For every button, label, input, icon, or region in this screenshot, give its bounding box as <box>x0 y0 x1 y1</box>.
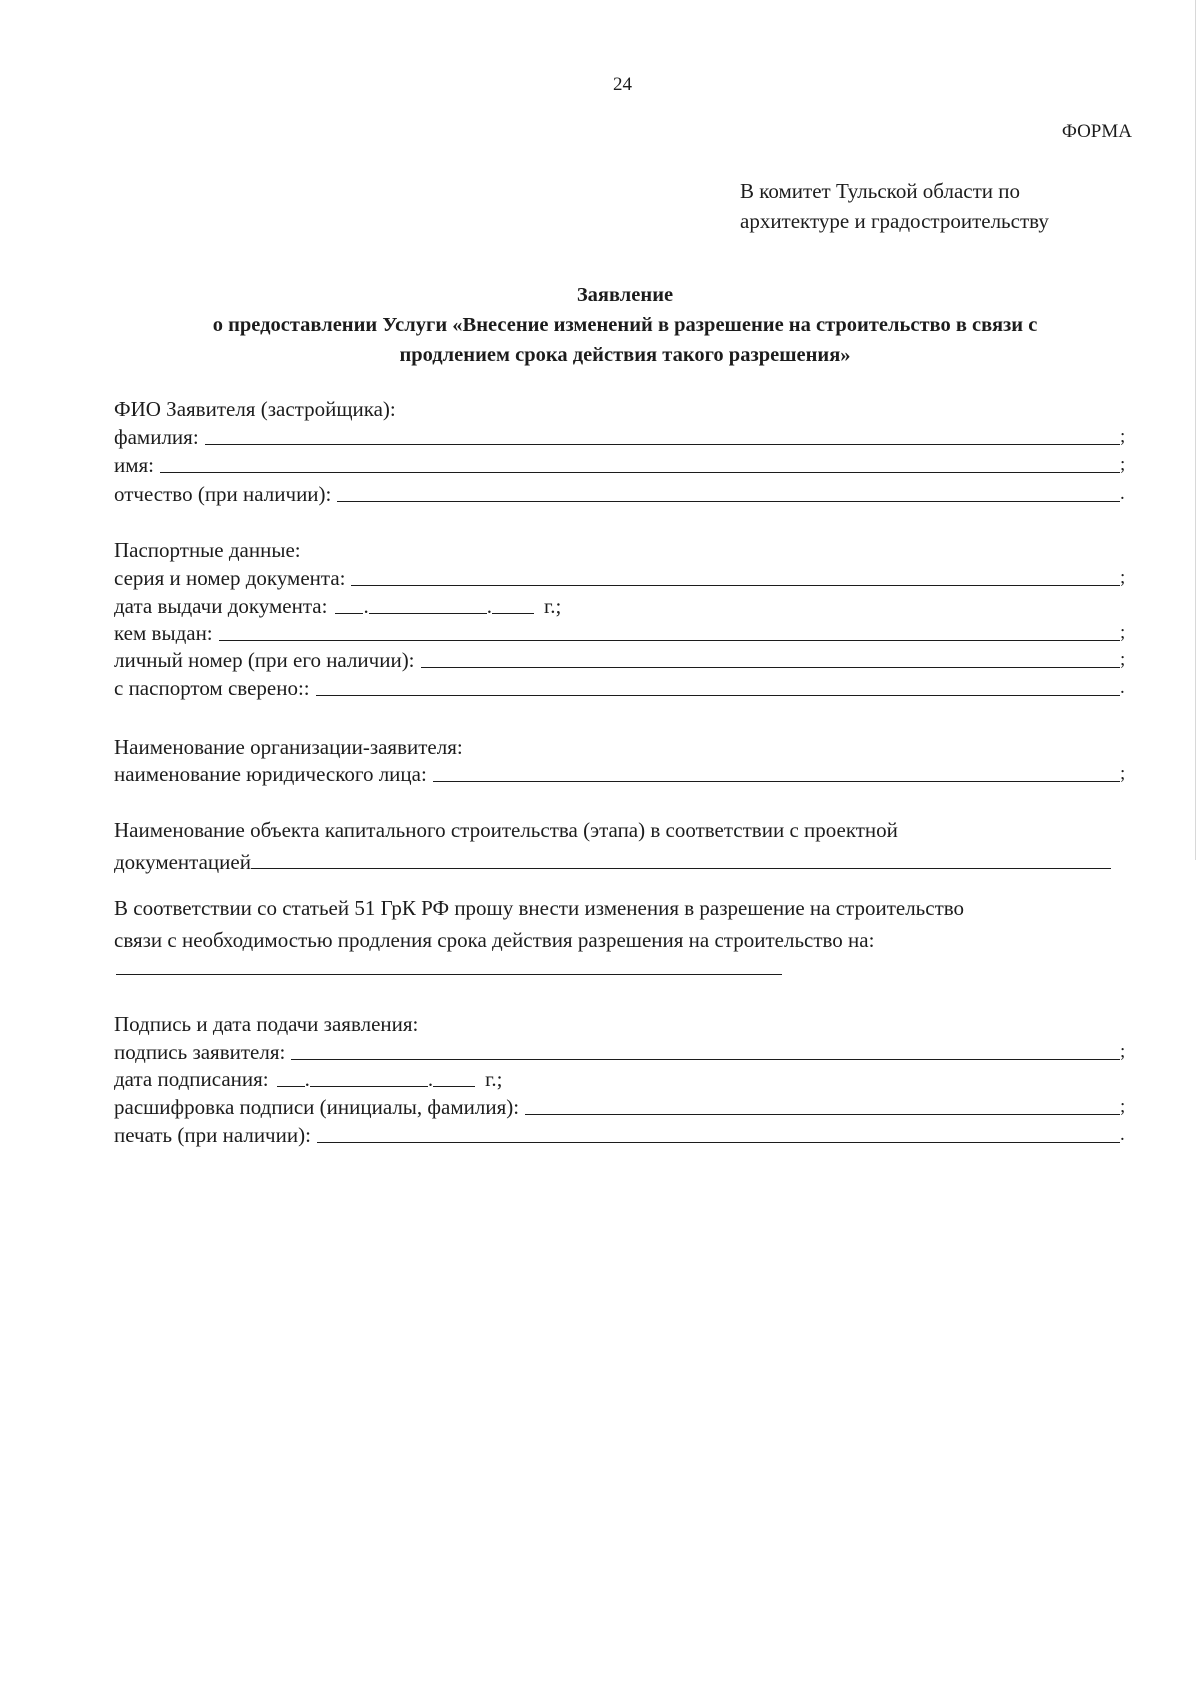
issue-date-year-input[interactable] <box>492 612 534 614</box>
request-line-2: связи с необходимостью продления срока действия разрешения на строительство на: <box>114 928 875 952</box>
issue-date-label: дата выдачи документа: <box>114 594 328 618</box>
object-name-line-2[interactable] <box>114 846 1111 878</box>
name-terminator: ; <box>1120 454 1126 475</box>
surname-input[interactable] <box>205 443 1120 445</box>
signature-decoding-terminator: ; <box>1120 1096 1126 1117</box>
request-line-1: В соответствии со статьей 51 ГрК РФ прошу внести изменения в разрешение на строительство <box>114 896 965 920</box>
series-terminator: ; <box>1120 567 1126 588</box>
object-name-line-1: Наименование объекта капитального строительства (этапа) в соответствии с проектной <box>114 818 898 842</box>
signing-date-month-input[interactable] <box>310 1085 428 1087</box>
applicant-signature-label: подпись заявителя: <box>114 1040 286 1064</box>
issued-by-field[interactable] <box>114 618 1130 646</box>
scan-edge <box>1195 0 1196 860</box>
issue-date-field[interactable] <box>114 591 561 619</box>
title-line-1: Заявление <box>576 284 674 306</box>
name-field[interactable] <box>114 450 1130 478</box>
patronymic-terminator: . <box>1120 483 1125 504</box>
page-number: 24 <box>613 74 632 95</box>
form-label: ФОРМА <box>1061 121 1132 142</box>
stamp-terminator: . <box>1120 1124 1125 1145</box>
signature-decoding-field[interactable] <box>114 1092 1130 1120</box>
stamp-field[interactable] <box>114 1120 1130 1148</box>
signature-decoding-input[interactable] <box>525 1113 1120 1115</box>
applicant-signature-field[interactable] <box>114 1037 1130 1065</box>
issue-date-sep-1: . <box>363 594 369 618</box>
personal-number-field[interactable] <box>114 645 1130 673</box>
series-field[interactable] <box>114 563 1130 591</box>
legal-name-input[interactable] <box>433 780 1120 782</box>
document-title <box>110 280 1140 370</box>
signature-heading: Подпись и дата подачи заявления: <box>114 1012 419 1036</box>
personal-number-label: личный номер (при его наличии): <box>114 648 415 672</box>
verified-terminator: . <box>1120 677 1125 698</box>
surname-field[interactable] <box>114 422 1130 450</box>
stamp-input[interactable] <box>317 1141 1120 1143</box>
stamp-label: печать (при наличии): <box>114 1123 311 1147</box>
applicant-heading: ФИО Заявителя (застройщика): <box>114 397 396 421</box>
personal-number-input[interactable] <box>421 666 1120 668</box>
series-input[interactable] <box>351 584 1120 586</box>
applicant-signature-input[interactable] <box>291 1058 1120 1060</box>
issue-date-day-input[interactable] <box>335 612 363 614</box>
signing-date-suffix: г.; <box>485 1067 503 1091</box>
issued-by-label: кем выдан: <box>114 621 213 645</box>
object-name-label: документацией <box>114 850 251 874</box>
legal-name-terminator: ; <box>1120 763 1126 784</box>
signing-date-year-input[interactable] <box>433 1085 475 1087</box>
surname-label: фамилия: <box>114 425 199 449</box>
object-name-block[interactable] <box>114 814 1111 878</box>
addressee-line-1: В комитет Тульской области по <box>740 179 1020 203</box>
object-name-input[interactable] <box>251 867 1111 869</box>
addressee-block <box>740 176 1049 236</box>
issue-date-month-input[interactable] <box>369 612 487 614</box>
legal-name-field[interactable] <box>114 759 1130 787</box>
patronymic-input[interactable] <box>337 500 1120 502</box>
signing-date-sep-1: . <box>304 1067 310 1091</box>
signing-date-label: дата подписания: <box>114 1067 269 1091</box>
signature-decoding-label: расшифровка подписи (инициалы, фамилия): <box>114 1095 520 1119</box>
verified-input[interactable] <box>316 694 1120 696</box>
series-label: серия и номер документа: <box>114 566 346 590</box>
addressee-line-2: архитектуре и градостроительству <box>740 209 1049 233</box>
signing-date-day-input[interactable] <box>277 1085 305 1087</box>
name-input[interactable] <box>160 471 1120 473</box>
issued-by-terminator: ; <box>1120 622 1126 643</box>
legal-name-label: наименование юридического лица: <box>114 762 427 786</box>
title-line-3: продлением срока действия такого разрешения» <box>399 344 851 366</box>
passport-heading: Паспортные данные: <box>114 538 301 562</box>
verified-label: с паспортом сверено:: <box>114 676 310 700</box>
issue-date-suffix: г.; <box>543 594 562 618</box>
personal-number-terminator: ; <box>1120 649 1126 670</box>
signing-date-field[interactable] <box>114 1064 502 1092</box>
issued-by-input[interactable] <box>219 639 1120 641</box>
signing-date-sep-2: . <box>427 1067 434 1091</box>
organization-heading: Наименование организации-заявителя: <box>114 735 463 759</box>
title-line-2: о предоставлении Услуги «Внесение изменений в разрешение на строительство в связи с <box>212 314 1038 336</box>
name-label: имя: <box>114 453 155 477</box>
issue-date-sep-2: . <box>486 594 492 618</box>
patronymic-field[interactable] <box>114 479 1130 507</box>
extension-term-input[interactable] <box>116 974 782 975</box>
surname-terminator: ; <box>1120 426 1126 447</box>
applicant-signature-terminator: ; <box>1120 1041 1126 1062</box>
patronymic-label: отчество (при наличии): <box>114 482 332 506</box>
request-block <box>114 892 964 956</box>
verified-field[interactable] <box>114 673 1130 701</box>
